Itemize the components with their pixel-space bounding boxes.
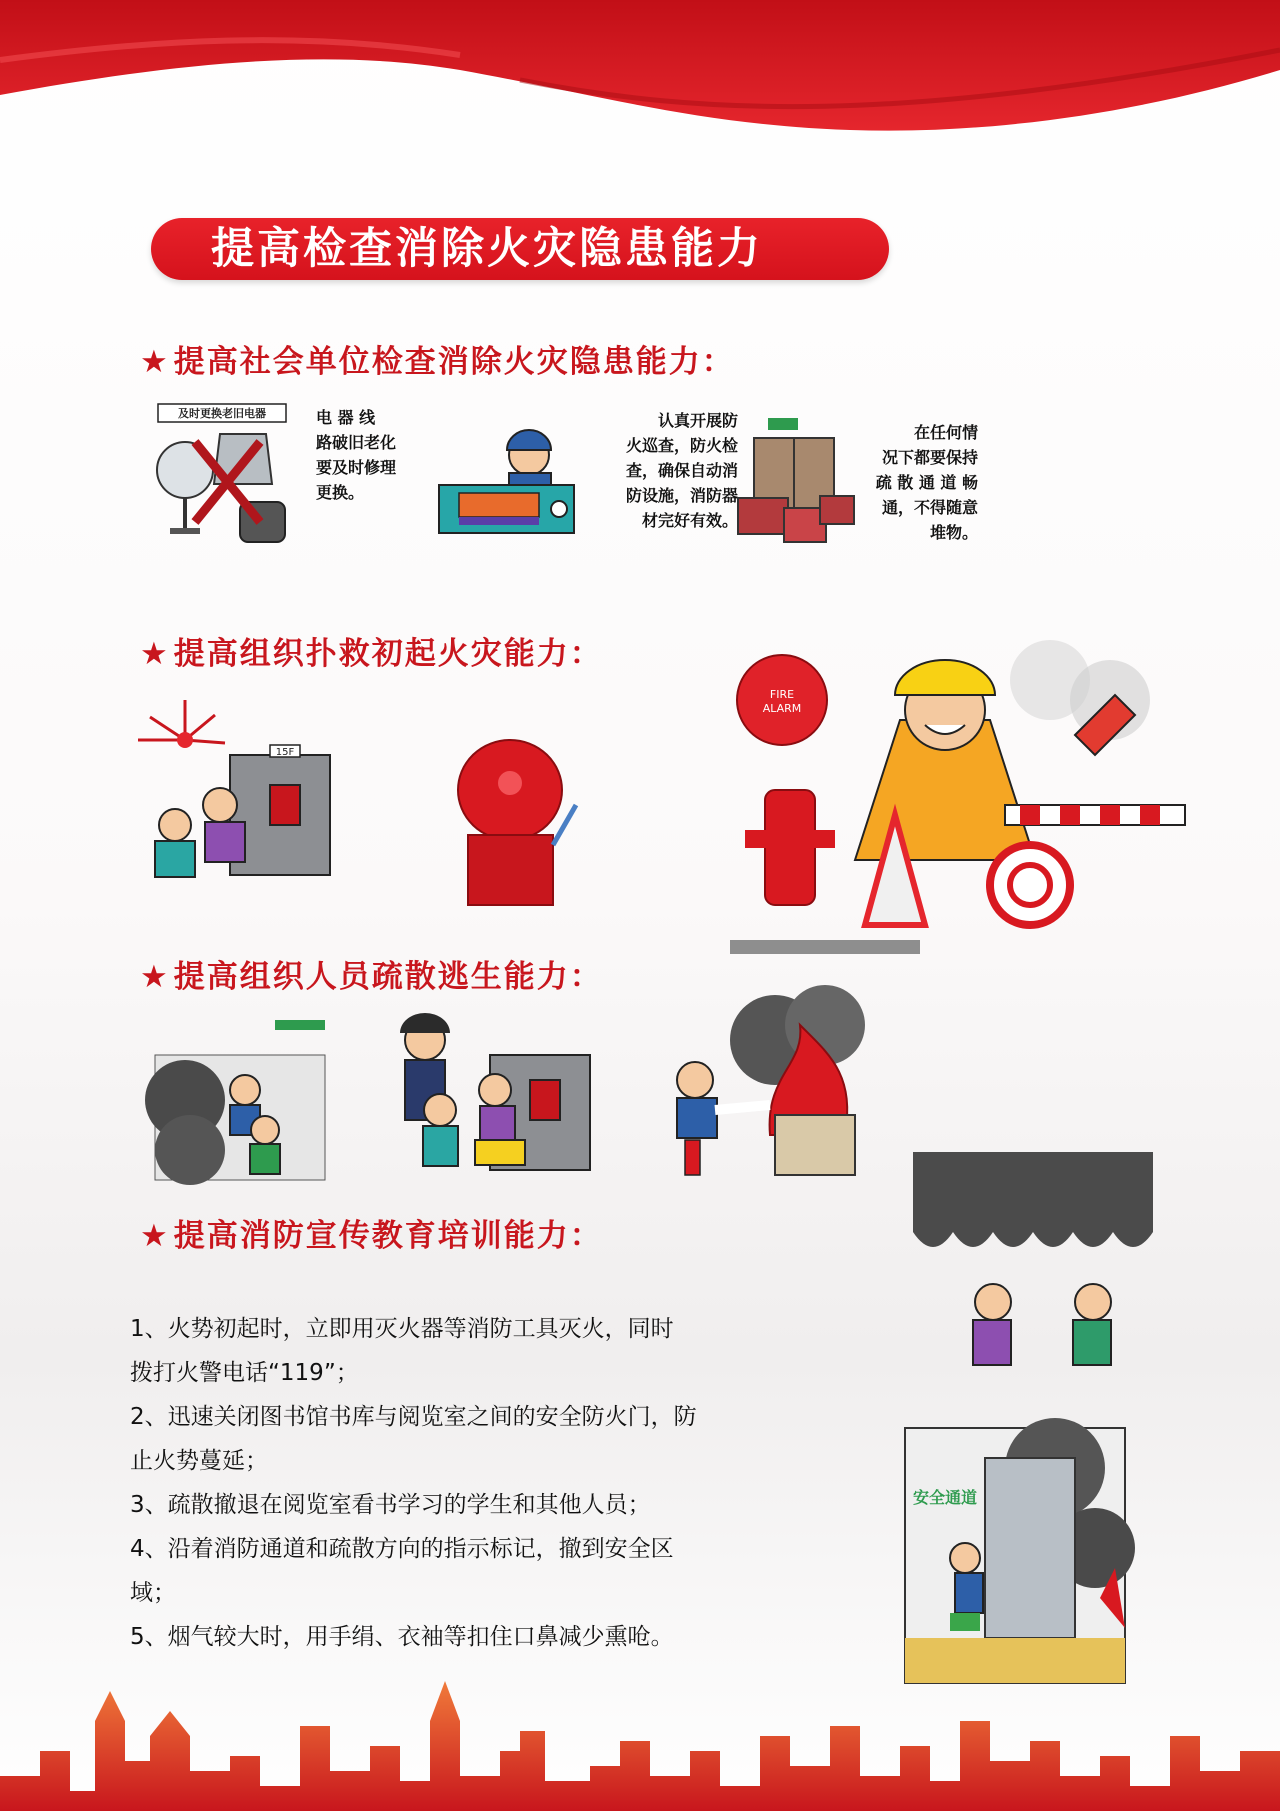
- replace-sign: 及时更换老旧电器: [178, 407, 266, 420]
- caption-inspection: [603, 408, 738, 533]
- caption-line: 电 器 线: [316, 408, 376, 427]
- caption-line: 更换。: [316, 483, 365, 502]
- list-item: 止火势蔓延；: [130, 1448, 268, 1474]
- inspector-illustration: [437, 425, 577, 540]
- star-icon: ★: [140, 959, 170, 995]
- list-item: 5、烟气较大时，用手绢、衣袖等扣住口鼻减少熏呛。: [130, 1624, 674, 1650]
- firefighter-equipment-illustration: [730, 640, 1200, 970]
- title-banner: 提高检查消除火灾隐患能力: [151, 218, 889, 280]
- caption-line: 要及时修理: [316, 458, 397, 477]
- fire-bell-icon: [458, 735, 578, 915]
- caption-line: 疏 散 通 道 畅: [875, 473, 978, 492]
- alarm-text-2: ALARM: [762, 702, 802, 715]
- star-icon: ★: [140, 344, 170, 380]
- caption-exits: [868, 420, 978, 545]
- list-item: 2、迅速关闭图书馆书库与阅览室之间的安全防火门，防: [130, 1404, 697, 1430]
- section-heading-text: 提高组织人员疏散逃生能力：: [173, 959, 603, 995]
- extinguisher-use-illustration: [655, 995, 885, 1185]
- section-heading-4: [140, 1210, 603, 1255]
- list-item: 域；: [130, 1580, 176, 1606]
- firefighter-evacuation-illustration: [365, 995, 595, 1185]
- caption-line: 堆物。: [929, 523, 978, 542]
- caption-line: 通，不得随意: [881, 498, 978, 517]
- section-heading-1: [140, 336, 735, 381]
- caption-line: 火巡查，防火检: [625, 436, 738, 455]
- caption-line: 认真开展防: [657, 411, 738, 430]
- blocked-exit-illustration: [736, 416, 856, 546]
- section-heading-text: 提高组织扑救初起火灾能力：: [173, 636, 603, 672]
- smoke-stairs-illustration: [155, 1020, 330, 1180]
- caption-line: 查，确保自动消: [625, 461, 738, 480]
- section-heading-text: 提高消防宣传教育培训能力：: [173, 1218, 603, 1254]
- elevator-warning-illustration: [130, 695, 340, 905]
- star-icon: ★: [140, 636, 170, 672]
- list-item: 拨打火警电话“119”；: [130, 1360, 359, 1386]
- smoke-escape-illustration: [913, 1152, 1153, 1402]
- safe-exit-illustration: [905, 1428, 1125, 1683]
- caption-line: 防设施，消防器: [625, 486, 738, 505]
- alarm-text-1: FIRE: [769, 688, 795, 701]
- caption-line: 材完好有效。: [641, 511, 738, 530]
- section-heading-text: 提高社会单位检查消除火灾隐患能力：: [173, 344, 735, 380]
- old-appliances-illustration: [150, 402, 290, 562]
- top-curtain: [0, 0, 1280, 140]
- list-item: 4、沿着消防通道和疏散方向的指示标记，撤到安全区: [130, 1536, 674, 1562]
- city-skyline: [0, 1681, 1280, 1811]
- caption-line: 在任何情: [913, 423, 978, 442]
- safe-exit-label: 安全通道: [913, 1488, 978, 1507]
- star-icon: ★: [140, 1218, 170, 1254]
- caption-line: 路破旧老化: [316, 433, 397, 452]
- floor-label: 15F: [275, 747, 295, 758]
- caption-appliances: [316, 405, 416, 505]
- caption-line: 况下都要保持: [881, 448, 978, 467]
- list-item: 3、疏散撤退在阅览室看书学习的学生和其他人员；: [130, 1492, 651, 1518]
- section-heading-3: [140, 951, 603, 996]
- safety-steps-list: [130, 1307, 730, 1659]
- list-item: 1、火势初起时，立即用灭火器等消防工具灭火，同时: [130, 1316, 674, 1342]
- section-heading-2: [140, 628, 603, 673]
